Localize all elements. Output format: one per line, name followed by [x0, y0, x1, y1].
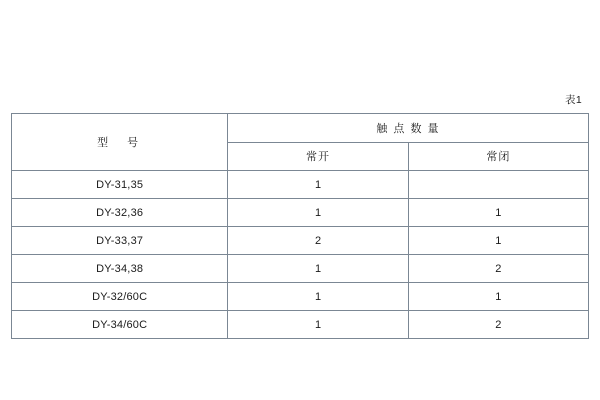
- cell-model: DY-34,38: [12, 255, 228, 283]
- cell-model: DY-33,37: [12, 227, 228, 255]
- table-header-row-1: [12, 114, 589, 143]
- cell-model: DY-32/60C: [12, 283, 228, 311]
- table-row: [12, 199, 589, 227]
- header-cell-model: 型 号: [12, 114, 228, 171]
- cell-normally-closed: 1: [408, 283, 588, 311]
- table-row: [12, 311, 589, 339]
- table-row: [12, 227, 589, 255]
- cell-normally-closed: 1: [408, 199, 588, 227]
- table-row: [12, 283, 589, 311]
- cell-normally-closed: 1: [408, 227, 588, 255]
- cell-normally-closed: 2: [408, 255, 588, 283]
- cell-normally-open: 1: [228, 255, 408, 283]
- cell-normally-closed: [408, 171, 588, 199]
- header-cell-contact-quantity: 触 点 数 量: [228, 114, 589, 143]
- cell-normally-closed: 2: [408, 311, 588, 339]
- cell-normally-open: 1: [228, 283, 408, 311]
- cell-model: DY-31,35: [12, 171, 228, 199]
- table-caption: 表1: [565, 94, 582, 106]
- cell-model: DY-32,36: [12, 199, 228, 227]
- cell-normally-open: 1: [228, 171, 408, 199]
- cell-normally-open: 1: [228, 311, 408, 339]
- cell-model: DY-34/60C: [12, 311, 228, 339]
- cell-normally-open: 2: [228, 227, 408, 255]
- table-row: [12, 255, 589, 283]
- header-cell-normally-closed: 常闭: [408, 142, 588, 171]
- spec-table-container: [11, 113, 589, 339]
- cell-normally-open: 1: [228, 199, 408, 227]
- table-row: [12, 171, 589, 199]
- contact-quantity-table: [11, 113, 589, 339]
- header-cell-normally-open: 常开: [228, 142, 408, 171]
